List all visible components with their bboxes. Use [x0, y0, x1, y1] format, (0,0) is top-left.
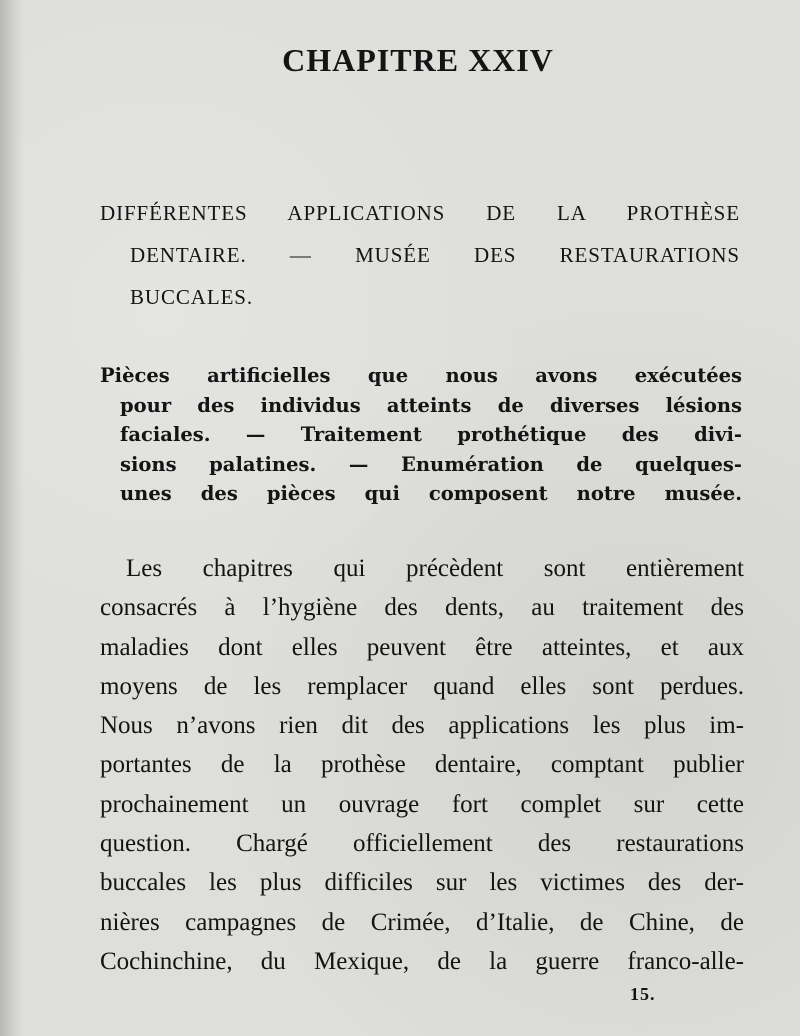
summary-line: pour des individus atteints de diverses lésions — [120, 393, 742, 417]
body-line: maladies dont elles peuvent être atteintes, et aux — [100, 633, 744, 661]
chapter-title: CHAPITRE XXIV — [282, 42, 554, 78]
summary-line: Pièces artificielles que nous avons exécutées — [100, 364, 742, 387]
body-line: portantes de la prothèse dentaire, comptant publier — [100, 751, 744, 779]
summary-line: unes des pièces qui composent notre musée. — [120, 482, 742, 505]
page-number: 15. — [630, 984, 656, 1004]
body-line: Cochinchine, du Mexique, de la guerre franco-alle- — [100, 947, 744, 975]
body-line: Nous n’avons rien dit des applications les plus im- — [100, 712, 744, 740]
chapter-summary — [100, 361, 742, 509]
body-line: question. Chargé officiellement des restaurations — [100, 830, 744, 858]
summary-line: faciales. — Traitement prothétique des divi- — [120, 423, 742, 446]
section-title-line: DENTAIRE. — MUSÉE DES RESTAURATIONS — [130, 243, 740, 267]
section-title-line: DIFFÉRENTES APPLICATIONS DE LA PROTHÈSE — [100, 201, 740, 225]
body-line: nières campagnes de Crimée, d’Italie, de Chine, de — [100, 908, 744, 936]
summary-line: sions palatines. — Enumération de quelques- — [120, 452, 742, 476]
body-line: prochainement un ouvrage fort complet sur cette — [100, 790, 744, 818]
section-title — [100, 192, 740, 318]
body-line: Les chapitres qui précèdent sont entièrement — [126, 555, 744, 582]
body-line: moyens de les remplacer quand elles sont perdues. — [100, 672, 744, 700]
body-line: consacrés à l’hygiène des dents, au traitement des — [100, 594, 744, 622]
page-gutter-shadow — [0, 0, 24, 1036]
body-paragraph — [100, 549, 744, 981]
body-line: buccales les plus difficiles sur les victimes des der- — [100, 869, 744, 897]
section-title-line: BUCCALES. — [130, 285, 254, 309]
